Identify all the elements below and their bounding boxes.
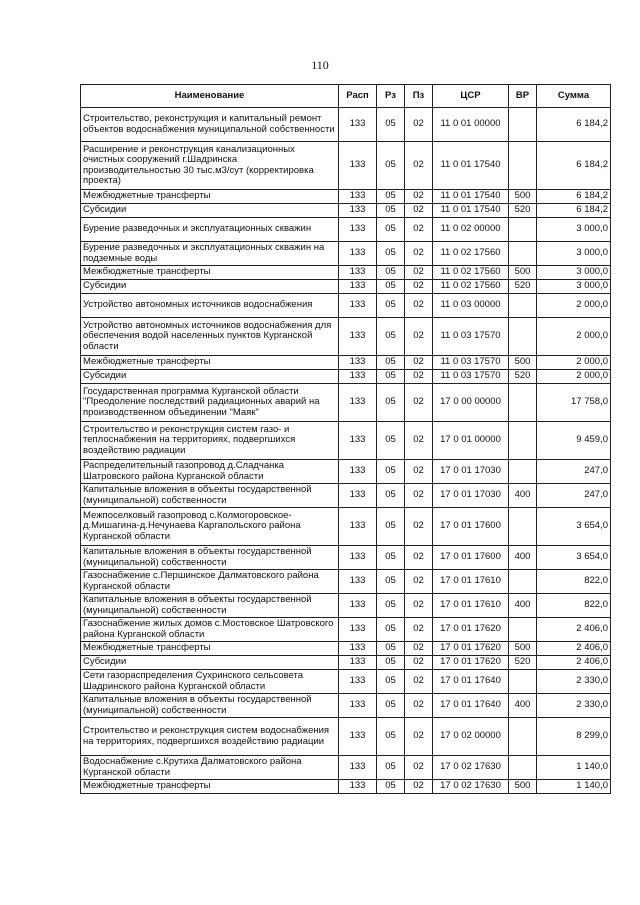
cell-pz: 02: [405, 618, 433, 642]
cell-rasp: 133: [339, 718, 377, 756]
table-row: [81, 422, 611, 460]
cell-rz: 05: [377, 266, 405, 280]
cell-rasp: 133: [339, 570, 377, 594]
table-row: [81, 460, 611, 484]
header-csr: ЦСР: [433, 85, 509, 108]
cell-csr: 17 0 00 00000: [433, 384, 509, 422]
table-row: [81, 594, 611, 618]
cell-pz: 02: [405, 508, 433, 546]
table-row: [81, 294, 611, 318]
cell-rz: 05: [377, 142, 405, 190]
cell-rz: 05: [377, 780, 405, 794]
cell-vr: [509, 318, 537, 356]
cell-vr: 520: [509, 204, 537, 218]
header-rz: Рз: [377, 85, 405, 108]
cell-rasp: 133: [339, 546, 377, 570]
table-row: [81, 384, 611, 422]
cell-csr: 17 0 01 17620: [433, 656, 509, 670]
cell-rasp: 133: [339, 294, 377, 318]
cell-csr: 11 0 01 17540: [433, 190, 509, 204]
cell-sum: 2 000,0: [537, 318, 611, 356]
cell-csr: 17 0 01 17030: [433, 484, 509, 508]
cell-pz: 02: [405, 242, 433, 266]
cell-rz: 05: [377, 594, 405, 618]
cell-rz: 05: [377, 484, 405, 508]
cell-pz: 02: [405, 594, 433, 618]
cell-pz: 02: [405, 218, 433, 242]
cell-rasp: 133: [339, 218, 377, 242]
cell-vr: 500: [509, 780, 537, 794]
cell-csr: 11 0 02 17560: [433, 266, 509, 280]
cell-name: Межбюджетные трансферты: [81, 642, 339, 656]
cell-sum: 3 654,0: [537, 546, 611, 570]
cell-name: Межбюджетные трансферты: [81, 266, 339, 280]
cell-csr: 17 0 02 17630: [433, 756, 509, 780]
cell-rz: 05: [377, 546, 405, 570]
cell-rasp: 133: [339, 384, 377, 422]
cell-pz: 02: [405, 190, 433, 204]
cell-vr: 500: [509, 190, 537, 204]
cell-rz: 05: [377, 670, 405, 694]
cell-vr: 500: [509, 266, 537, 280]
cell-pz: 02: [405, 756, 433, 780]
cell-rasp: 133: [339, 142, 377, 190]
cell-name: Сети газораспределения Сухринского сельсовета Шадринского района Курганской области: [81, 670, 339, 694]
cell-pz: 02: [405, 108, 433, 142]
cell-csr: 17 0 01 17600: [433, 546, 509, 570]
cell-pz: 02: [405, 204, 433, 218]
cell-vr: 500: [509, 642, 537, 656]
cell-sum: 2 000,0: [537, 370, 611, 384]
table-row: [81, 694, 611, 718]
budget-table: [80, 84, 611, 794]
cell-pz: 02: [405, 280, 433, 294]
cell-csr: 11 0 02 00000: [433, 218, 509, 242]
cell-name: Межбюджетные трансферты: [81, 190, 339, 204]
cell-pz: 02: [405, 266, 433, 280]
cell-name: Газоснабжение с.Першинское Далматовского района Курганской области: [81, 570, 339, 594]
table-row: [81, 370, 611, 384]
cell-pz: 02: [405, 570, 433, 594]
cell-rasp: 133: [339, 266, 377, 280]
cell-name: Распределительный газопровод д.Сладчанка Шатровского района Курганской области: [81, 460, 339, 484]
table-row: [81, 718, 611, 756]
cell-name: Межбюджетные трансферты: [81, 356, 339, 370]
cell-vr: [509, 718, 537, 756]
cell-pz: 02: [405, 384, 433, 422]
cell-csr: 17 0 02 00000: [433, 718, 509, 756]
table-row: [81, 280, 611, 294]
cell-sum: 6 184,2: [537, 142, 611, 190]
cell-name: Межбюджетные трансферты: [81, 780, 339, 794]
cell-sum: 3 000,0: [537, 242, 611, 266]
cell-csr: 17 0 01 17640: [433, 694, 509, 718]
cell-csr: 17 0 01 17610: [433, 570, 509, 594]
cell-name: Газоснабжение жилых домов с.Мостовское Шатровского района Курганской области: [81, 618, 339, 642]
cell-rasp: 133: [339, 656, 377, 670]
cell-name: Расширение и реконструкция канализационных очистных сооружений г.Шадринска производительностью 30 тыс.м3/сут (корректировка проекта): [81, 142, 339, 190]
cell-sum: 2 406,0: [537, 642, 611, 656]
cell-rz: 05: [377, 242, 405, 266]
cell-pz: 02: [405, 356, 433, 370]
cell-name: Субсидии: [81, 280, 339, 294]
cell-vr: [509, 218, 537, 242]
cell-pz: 02: [405, 484, 433, 508]
cell-vr: [509, 242, 537, 266]
cell-sum: 822,0: [537, 594, 611, 618]
cell-sum: 6 184,2: [537, 204, 611, 218]
cell-rasp: 133: [339, 204, 377, 218]
cell-rz: 05: [377, 422, 405, 460]
cell-pz: 02: [405, 718, 433, 756]
cell-rz: 05: [377, 460, 405, 484]
cell-rz: 05: [377, 190, 405, 204]
cell-pz: 02: [405, 670, 433, 694]
cell-pz: 02: [405, 642, 433, 656]
header-rasp: Расп: [339, 85, 377, 108]
cell-csr: 17 0 01 17640: [433, 670, 509, 694]
cell-rz: 05: [377, 108, 405, 142]
cell-rasp: 133: [339, 190, 377, 204]
cell-csr: 11 0 03 00000: [433, 294, 509, 318]
cell-rz: 05: [377, 356, 405, 370]
cell-rasp: 133: [339, 508, 377, 546]
cell-csr: 11 0 03 17570: [433, 370, 509, 384]
cell-csr: 17 0 01 17610: [433, 594, 509, 618]
table-row: [81, 266, 611, 280]
cell-csr: 17 0 01 17030: [433, 460, 509, 484]
table-row: [81, 656, 611, 670]
page-number: 110: [311, 58, 329, 72]
cell-csr: 11 0 03 17570: [433, 318, 509, 356]
cell-sum: 1 140,0: [537, 780, 611, 794]
cell-csr: 11 0 02 17560: [433, 242, 509, 266]
table-body: [81, 108, 611, 794]
table-row: [81, 356, 611, 370]
cell-rz: 05: [377, 656, 405, 670]
cell-sum: 6 184,2: [537, 108, 611, 142]
cell-vr: [509, 618, 537, 642]
cell-vr: 400: [509, 546, 537, 570]
cell-rasp: 133: [339, 618, 377, 642]
cell-sum: 822,0: [537, 570, 611, 594]
cell-sum: 6 184,2: [537, 190, 611, 204]
table-header-row: [81, 85, 611, 108]
cell-sum: 3 654,0: [537, 508, 611, 546]
cell-name: Строительство и реконструкция систем газо- и теплоснабжения на территориях, подвергшихся воздействию радиации: [81, 422, 339, 460]
cell-rasp: 133: [339, 422, 377, 460]
cell-csr: 11 0 02 17560: [433, 280, 509, 294]
cell-rasp: 133: [339, 108, 377, 142]
cell-name: Капитальные вложения в объекты государственной (муниципальной) собственности: [81, 484, 339, 508]
cell-rz: 05: [377, 318, 405, 356]
cell-rz: 05: [377, 756, 405, 780]
header-pz: Пз: [405, 85, 433, 108]
cell-csr: 17 0 01 00000: [433, 422, 509, 460]
cell-sum: 1 140,0: [537, 756, 611, 780]
cell-pz: 02: [405, 318, 433, 356]
cell-name: Субсидии: [81, 370, 339, 384]
cell-sum: 247,0: [537, 484, 611, 508]
cell-rz: 05: [377, 370, 405, 384]
table-row: [81, 190, 611, 204]
cell-sum: 2 330,0: [537, 694, 611, 718]
cell-vr: [509, 108, 537, 142]
cell-rz: 05: [377, 294, 405, 318]
cell-name: Капитальные вложения в объекты государственной (муниципальной) собственности: [81, 546, 339, 570]
cell-vr: [509, 570, 537, 594]
header-sum: Сумма: [537, 85, 611, 108]
cell-rz: 05: [377, 384, 405, 422]
cell-sum: 3 000,0: [537, 266, 611, 280]
cell-pz: 02: [405, 460, 433, 484]
cell-csr: 17 0 02 17630: [433, 780, 509, 794]
cell-csr: 11 0 01 17540: [433, 204, 509, 218]
cell-rasp: 133: [339, 694, 377, 718]
cell-vr: 520: [509, 370, 537, 384]
table-row: [81, 508, 611, 546]
cell-vr: [509, 756, 537, 780]
table-row: [81, 642, 611, 656]
cell-vr: 500: [509, 356, 537, 370]
cell-rasp: 133: [339, 318, 377, 356]
cell-name: Бурение разведочных и эксплуатационных скважин: [81, 218, 339, 242]
table-row: [81, 780, 611, 794]
cell-pz: 02: [405, 422, 433, 460]
cell-name: Капитальные вложения в объекты государственной (муниципальной) собственности: [81, 694, 339, 718]
table-row: [81, 484, 611, 508]
cell-sum: 3 000,0: [537, 218, 611, 242]
cell-name: Строительство и реконструкция систем водоснабжения на территориях, подвергшихся воздействию радиации: [81, 718, 339, 756]
table-row: [81, 546, 611, 570]
table-row: [81, 108, 611, 142]
cell-sum: 17 758,0: [537, 384, 611, 422]
cell-csr: 17 0 01 17620: [433, 642, 509, 656]
cell-rz: 05: [377, 618, 405, 642]
cell-vr: [509, 142, 537, 190]
cell-sum: 2 406,0: [537, 656, 611, 670]
cell-pz: 02: [405, 546, 433, 570]
cell-rz: 05: [377, 280, 405, 294]
cell-csr: 11 0 03 17570: [433, 356, 509, 370]
cell-name: Субсидии: [81, 204, 339, 218]
cell-name: Устройство автономных источников водоснабжения для обеспечения водой населенных пунктов Курганской области: [81, 318, 339, 356]
table-row: [81, 670, 611, 694]
cell-pz: 02: [405, 370, 433, 384]
cell-rasp: 133: [339, 594, 377, 618]
cell-sum: 2 330,0: [537, 670, 611, 694]
table-row: [81, 142, 611, 190]
cell-vr: [509, 460, 537, 484]
cell-vr: [509, 294, 537, 318]
cell-rz: 05: [377, 570, 405, 594]
cell-sum: 2 000,0: [537, 294, 611, 318]
cell-rasp: 133: [339, 370, 377, 384]
cell-rasp: 133: [339, 780, 377, 794]
cell-vr: 400: [509, 484, 537, 508]
table-row: [81, 756, 611, 780]
cell-csr: 17 0 01 17620: [433, 618, 509, 642]
cell-vr: 400: [509, 594, 537, 618]
cell-pz: 02: [405, 780, 433, 794]
cell-vr: 400: [509, 694, 537, 718]
cell-vr: [509, 508, 537, 546]
cell-name: Бурение разведочных и эксплуатационных скважин на подземные воды: [81, 242, 339, 266]
header-vr: ВР: [509, 85, 537, 108]
cell-vr: [509, 422, 537, 460]
cell-sum: 2 406,0: [537, 618, 611, 642]
cell-csr: 11 0 01 17540: [433, 142, 509, 190]
table-row: [81, 242, 611, 266]
cell-rasp: 133: [339, 280, 377, 294]
cell-rasp: 133: [339, 356, 377, 370]
cell-pz: 02: [405, 656, 433, 670]
table-row: [81, 218, 611, 242]
table-row: [81, 204, 611, 218]
cell-name: Водоснабжение с.Крутиха Далматовского района Курганской области: [81, 756, 339, 780]
cell-name: Капитальные вложения в объекты государственной (муниципальной) собственности: [81, 594, 339, 618]
table-row: [81, 570, 611, 594]
cell-rz: 05: [377, 694, 405, 718]
cell-rz: 05: [377, 218, 405, 242]
cell-sum: 247,0: [537, 460, 611, 484]
cell-name: Межпоселковый газопровод с.Колмогоровское-д.Мишагина-д.Нечунаева Каргапольского района Курганской области: [81, 508, 339, 546]
cell-sum: 3 000,0: [537, 280, 611, 294]
cell-name: Государственная программа Курганской области "Преодоление последствий радиационных аварий на производственном объединении "Маяк": [81, 384, 339, 422]
cell-rz: 05: [377, 508, 405, 546]
table-row: [81, 618, 611, 642]
cell-rz: 05: [377, 204, 405, 218]
cell-name: Субсидии: [81, 656, 339, 670]
cell-vr: 520: [509, 280, 537, 294]
cell-sum: 8 299,0: [537, 718, 611, 756]
cell-rasp: 133: [339, 756, 377, 780]
cell-rasp: 133: [339, 642, 377, 656]
cell-rasp: 133: [339, 460, 377, 484]
cell-rz: 05: [377, 718, 405, 756]
cell-rasp: 133: [339, 484, 377, 508]
cell-vr: [509, 670, 537, 694]
cell-sum: 2 000,0: [537, 356, 611, 370]
cell-rz: 05: [377, 642, 405, 656]
cell-rasp: 133: [339, 242, 377, 266]
cell-vr: [509, 384, 537, 422]
cell-pz: 02: [405, 694, 433, 718]
cell-csr: 11 0 01 00000: [433, 108, 509, 142]
cell-name: Строительство, реконструкция и капитальный ремонт объектов водоснабжения муниципальной собственности: [81, 108, 339, 142]
cell-pz: 02: [405, 294, 433, 318]
cell-name: Устройство автономных источников водоснабжения: [81, 294, 339, 318]
table-row: [81, 318, 611, 356]
cell-rasp: 133: [339, 670, 377, 694]
header-name: Наименование: [81, 85, 339, 108]
cell-csr: 17 0 01 17600: [433, 508, 509, 546]
cell-pz: 02: [405, 142, 433, 190]
cell-sum: 9 459,0: [537, 422, 611, 460]
cell-vr: 520: [509, 656, 537, 670]
